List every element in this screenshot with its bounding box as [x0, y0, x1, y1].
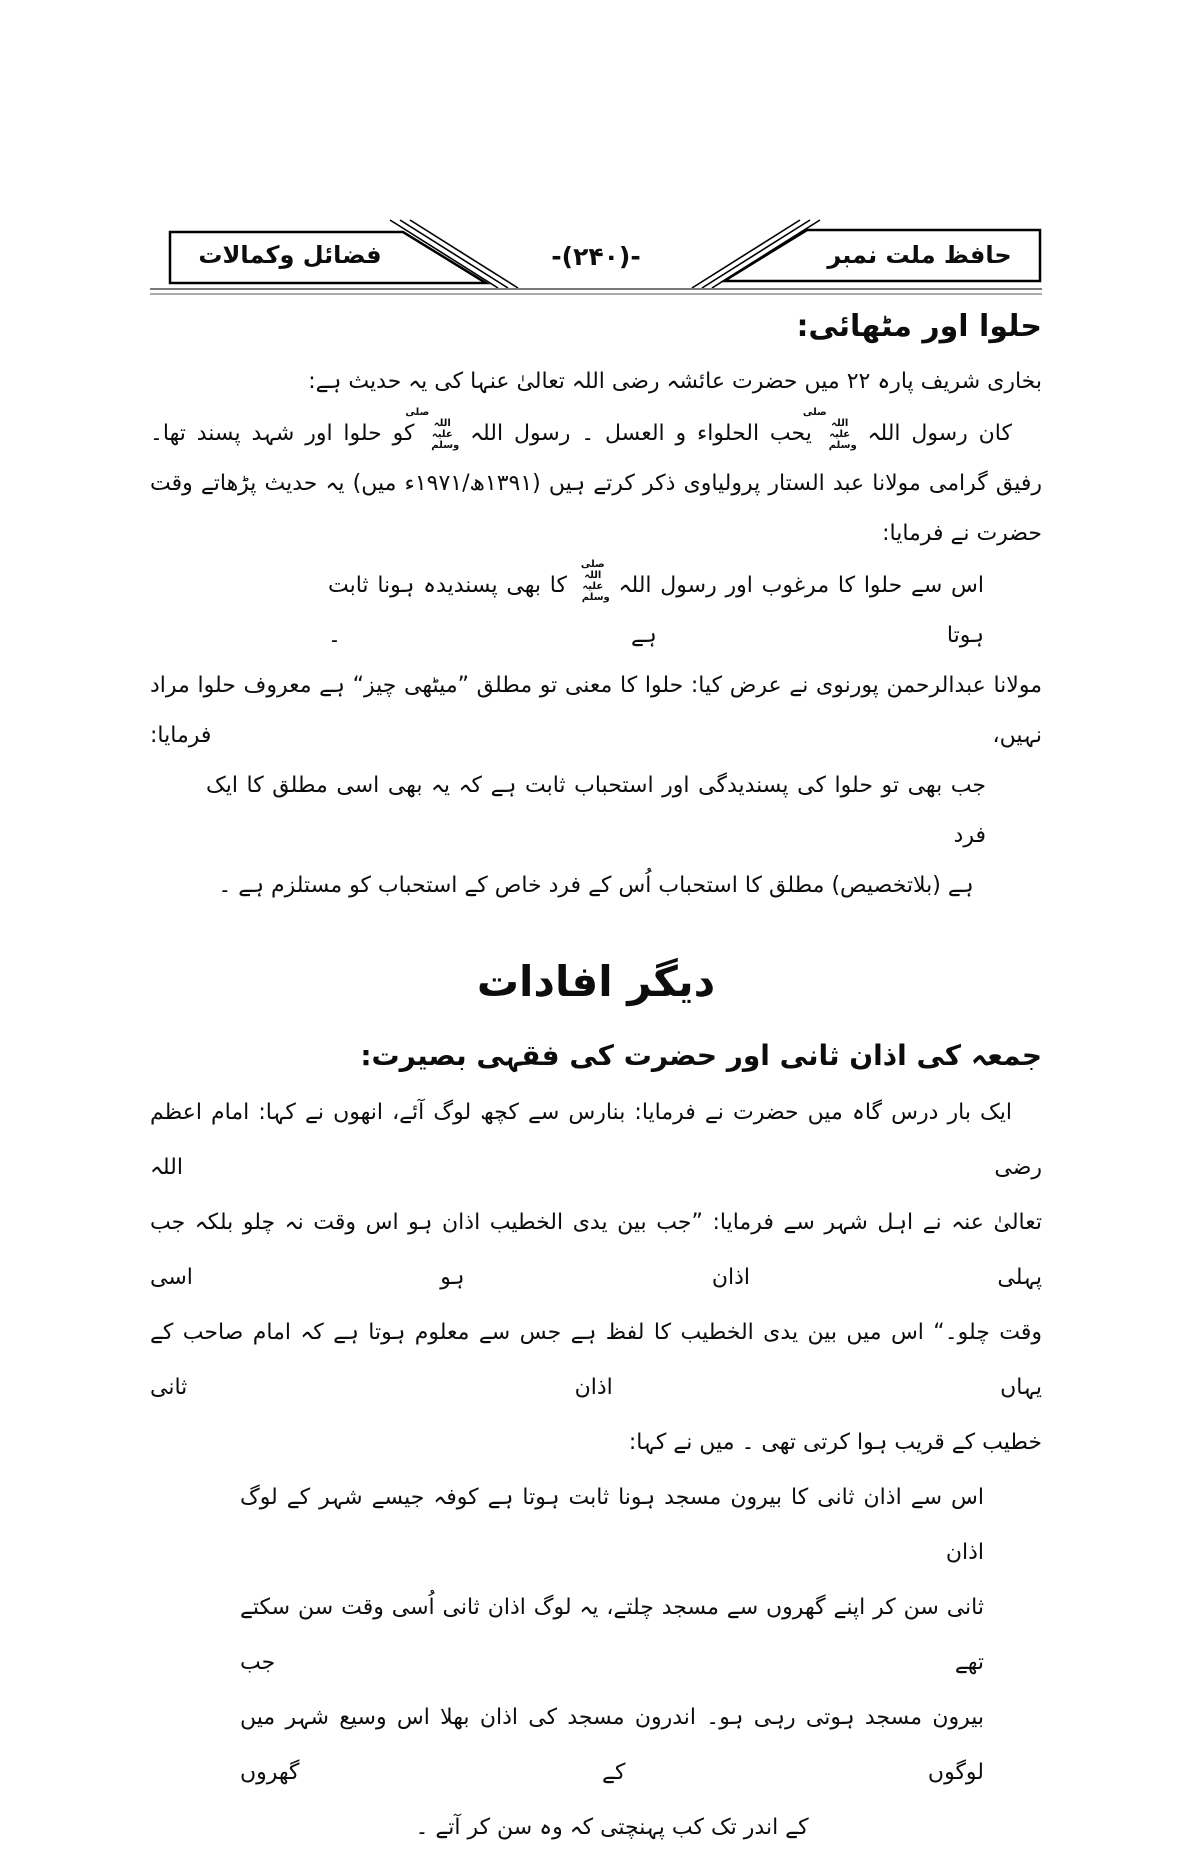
quote-text: کا بھی پسندیدہ ہونا ثابت ہوتا ہے ۔ — [328, 573, 984, 648]
quote-block — [328, 559, 984, 661]
header-tab-left — [168, 220, 518, 290]
page-header — [150, 220, 1042, 292]
quote-text: اس سے حلوا کا مرغوب اور رسول اللہ — [618, 573, 985, 598]
quote-line: اس سے اذان ثانی کا بیرون مسجد ہونا ثابت ہوتا ہے کوفہ جیسے شہر کے لوگ اذان — [240, 1484, 984, 1565]
header-left-title: فضائل وکمالات — [198, 241, 382, 269]
prophet-seal: صلی اللہ علیہ وسلم — [580, 559, 610, 603]
text-line: وقت چلو۔“ اس میں بین یدی الخطیب کا لفظ ہے جس سے معلوم ہوتا ہے کہ امام صاحب کے یہاں اذان ثانی — [150, 1319, 1042, 1400]
quote-line: بیرون مسجد ہوتی رہی ہو۔ اندرون مسجد کی اذان بھلا اس وسیع شہر میں لوگوں کے گھروں — [240, 1704, 984, 1785]
text-line: بخاری شریف پارہ ۲۲ میں حضرت عائشہ رضی اللہ تعالیٰ عنہا کی یہ حدیث ہے: — [308, 369, 1042, 394]
section-title-ifadat: دیگر افادات — [476, 957, 716, 1006]
hadith-arabic: کان رسول اللہ — [867, 421, 1012, 446]
hadith-arabic-cont: یحب الحلواء و العسل ۔ رسول اللہ — [470, 421, 812, 446]
prophet-seal: صلی اللہ علیہ وسلم — [802, 407, 857, 451]
page-number: -(۲۴۰)- — [551, 242, 641, 271]
header-tab-right — [692, 220, 1042, 290]
quote-line: ہے (بلاتخصیص) مطلق کا استحباب اُس کے فرد خاص کے استحباب کو مستلزم ہے ۔ — [218, 873, 974, 898]
text-line: رفیق گرامی مولانا عبد الستار پرولیاوی ذکر کرتے ہیں (۱۳۹۱ھ/۱۹۷۱ء میں) یہ حدیث پڑھاتے وقت — [150, 471, 1042, 496]
quote-line: جب بھی تو حلوا کی پسندیدگی اور استحباب ثابت ہے کہ یہ بھی اسی مطلق کا ایک فرد — [206, 773, 986, 848]
hadith-translation: کو حلوا اور شہد پسند تھا۔ — [150, 421, 415, 446]
quote-line: ثانی سن کر اپنے گھروں سے مسجد چلتے، یہ لوگ اذان ثانی اُسی وقت سن سکتے تھے جب — [240, 1594, 984, 1675]
header-right-title: حافظ ملت نمبر — [827, 241, 1012, 269]
quote-line: کے اندر تک کب پہنچتی کہ وہ سن کر آتے ۔ — [415, 1814, 809, 1840]
quote-block — [240, 1470, 984, 1855]
text-line: حضرت نے فرمایا: — [882, 521, 1042, 546]
section-subheading-azan: جمعہ کی اذان ثانی اور حضرت کی فقہی بصیرت: — [360, 1038, 1042, 1072]
text-line: تعالیٰ عنہ نے اہل شہر سے فرمایا: ”جب بین یدی الخطیب اذان ہو اس وقت نہ چلو بلکہ جب پہلی اذان ہو اسی — [150, 1209, 1042, 1290]
hadith-line — [150, 407, 1042, 459]
text-line: مولانا عبدالرحمن پورنوی نے عرض کیا: حلوا کا معنی تو مطلق ”میٹھی چیز“ ہے معروف حلوا مراد نہیں، فرمایا: — [150, 673, 1042, 748]
prophet-seal: صلی اللہ علیہ وسلم — [405, 407, 460, 451]
page-content — [150, 300, 1042, 1855]
quote-block — [206, 761, 986, 911]
ifadat-section-body — [150, 1034, 1042, 1855]
section-heading-halwa: حلوا اور مٹھائی: — [796, 309, 1042, 344]
text-line: خطیب کے قریب ہوا کرتی تھی ۔ میں نے کہا: — [628, 1429, 1042, 1455]
text-line: ایک بار درس گاہ میں حضرت نے فرمایا: بنارس سے کچھ لوگ آئے، انھوں نے کہا: امام اعظم رضی اللہ — [150, 1099, 1042, 1180]
header-divider — [150, 288, 1042, 295]
